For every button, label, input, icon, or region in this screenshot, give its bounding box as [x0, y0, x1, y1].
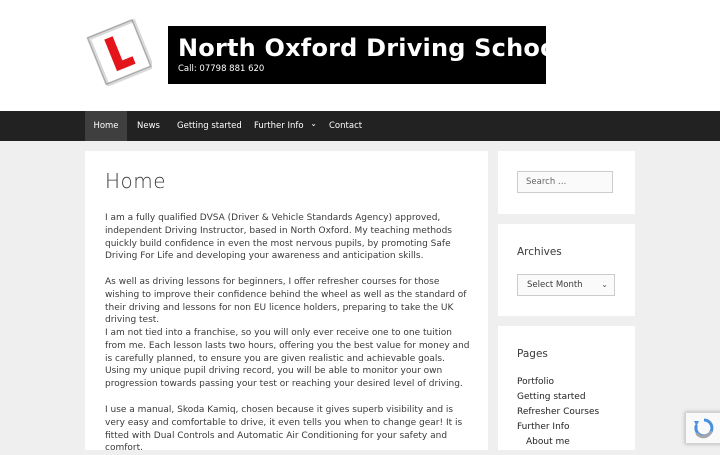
tuition-paragraph: I am not tied into a franchise, so you will only ever receive one to one tuition from me. Each lesson lasts two hours, offering you the best value for money and is carefully planned, to ensure you are given realistic and achievable goals. Using my unique pupil driving record, you will be able to monitor your own progression towards passing your test or reaching your desired level of driving.: [105, 328, 470, 390]
car-paragraph: I use a manual, Skoda Kamiq, chosen because it gives superb visibility and is very easy and comfortable to drive, it even tells you when to change gear! It is fitted with Dual Controls and Automatic Air Conditioning for your safety and comfort.: [105, 405, 463, 454]
recaptcha-icon: [686, 413, 720, 443]
archives-select-value: Select Month: [527, 280, 583, 290]
archives-dropdown[interactable]: [517, 274, 615, 296]
main-content: [85, 151, 488, 454]
nav-item-label: Getting started: [177, 121, 242, 131]
page-link-refresher-courses[interactable]: Refresher Courses: [517, 407, 600, 417]
primary-navigation: [0, 111, 720, 141]
nav-item-label: Further Info: [254, 121, 304, 131]
site-title-box: [168, 26, 566, 84]
archives-widget: [498, 224, 635, 316]
nav-item-contact[interactable]: [329, 111, 362, 141]
nav-item-news[interactable]: [137, 111, 160, 141]
learner-plate-logo[interactable]: [86, 18, 152, 86]
site-header: [0, 0, 720, 111]
pages-widget: [498, 326, 635, 450]
intro-paragraph: I am a fully qualified DVSA (Driver & Vehicle Standards Agency) approved, independent Driving Instructor, based in North Oxford. My teaching methods quickly build confidence in even the most nervous pupils, by promoting Safe Driving For Life and developing your awareness and anticipation skills.: [105, 213, 452, 262]
page-link-about-me[interactable]: About me: [526, 437, 570, 447]
page-link-getting-started[interactable]: Getting started: [517, 392, 586, 402]
courses-paragraph: As well as driving lessons for beginners, I offer refresher courses for those wishing to improve their confidence behind the wheel as well as the standard of their driving and lessons for non EU licence holders, preparing to take the UK driving test.: [105, 277, 467, 326]
nav-item-label: Contact: [329, 121, 363, 131]
page-link-further-info[interactable]: Further Info: [517, 422, 570, 432]
nav-item-label: News: [137, 121, 160, 131]
page-title: Home: [105, 169, 167, 193]
nav-item-further-info[interactable]: [254, 111, 317, 141]
nav-item-home[interactable]: [85, 111, 127, 141]
pages-title: Pages: [517, 348, 548, 360]
nav-item-label: Home: [93, 121, 119, 131]
site-phone: Call: 07798 881 620: [178, 64, 265, 74]
site-title[interactable]: North Oxford Driving School: [178, 34, 566, 62]
chevron-down-icon: ⌄: [601, 280, 608, 289]
recaptcha-badge[interactable]: [685, 412, 720, 444]
search-widget: [498, 151, 635, 214]
search-input[interactable]: Search …: [517, 171, 613, 193]
chevron-down-icon: ⌄: [310, 119, 317, 128]
archives-title: Archives: [517, 246, 562, 258]
page-link-portfolio[interactable]: Portfolio: [517, 377, 555, 387]
nav-item-getting-started[interactable]: [177, 111, 242, 141]
